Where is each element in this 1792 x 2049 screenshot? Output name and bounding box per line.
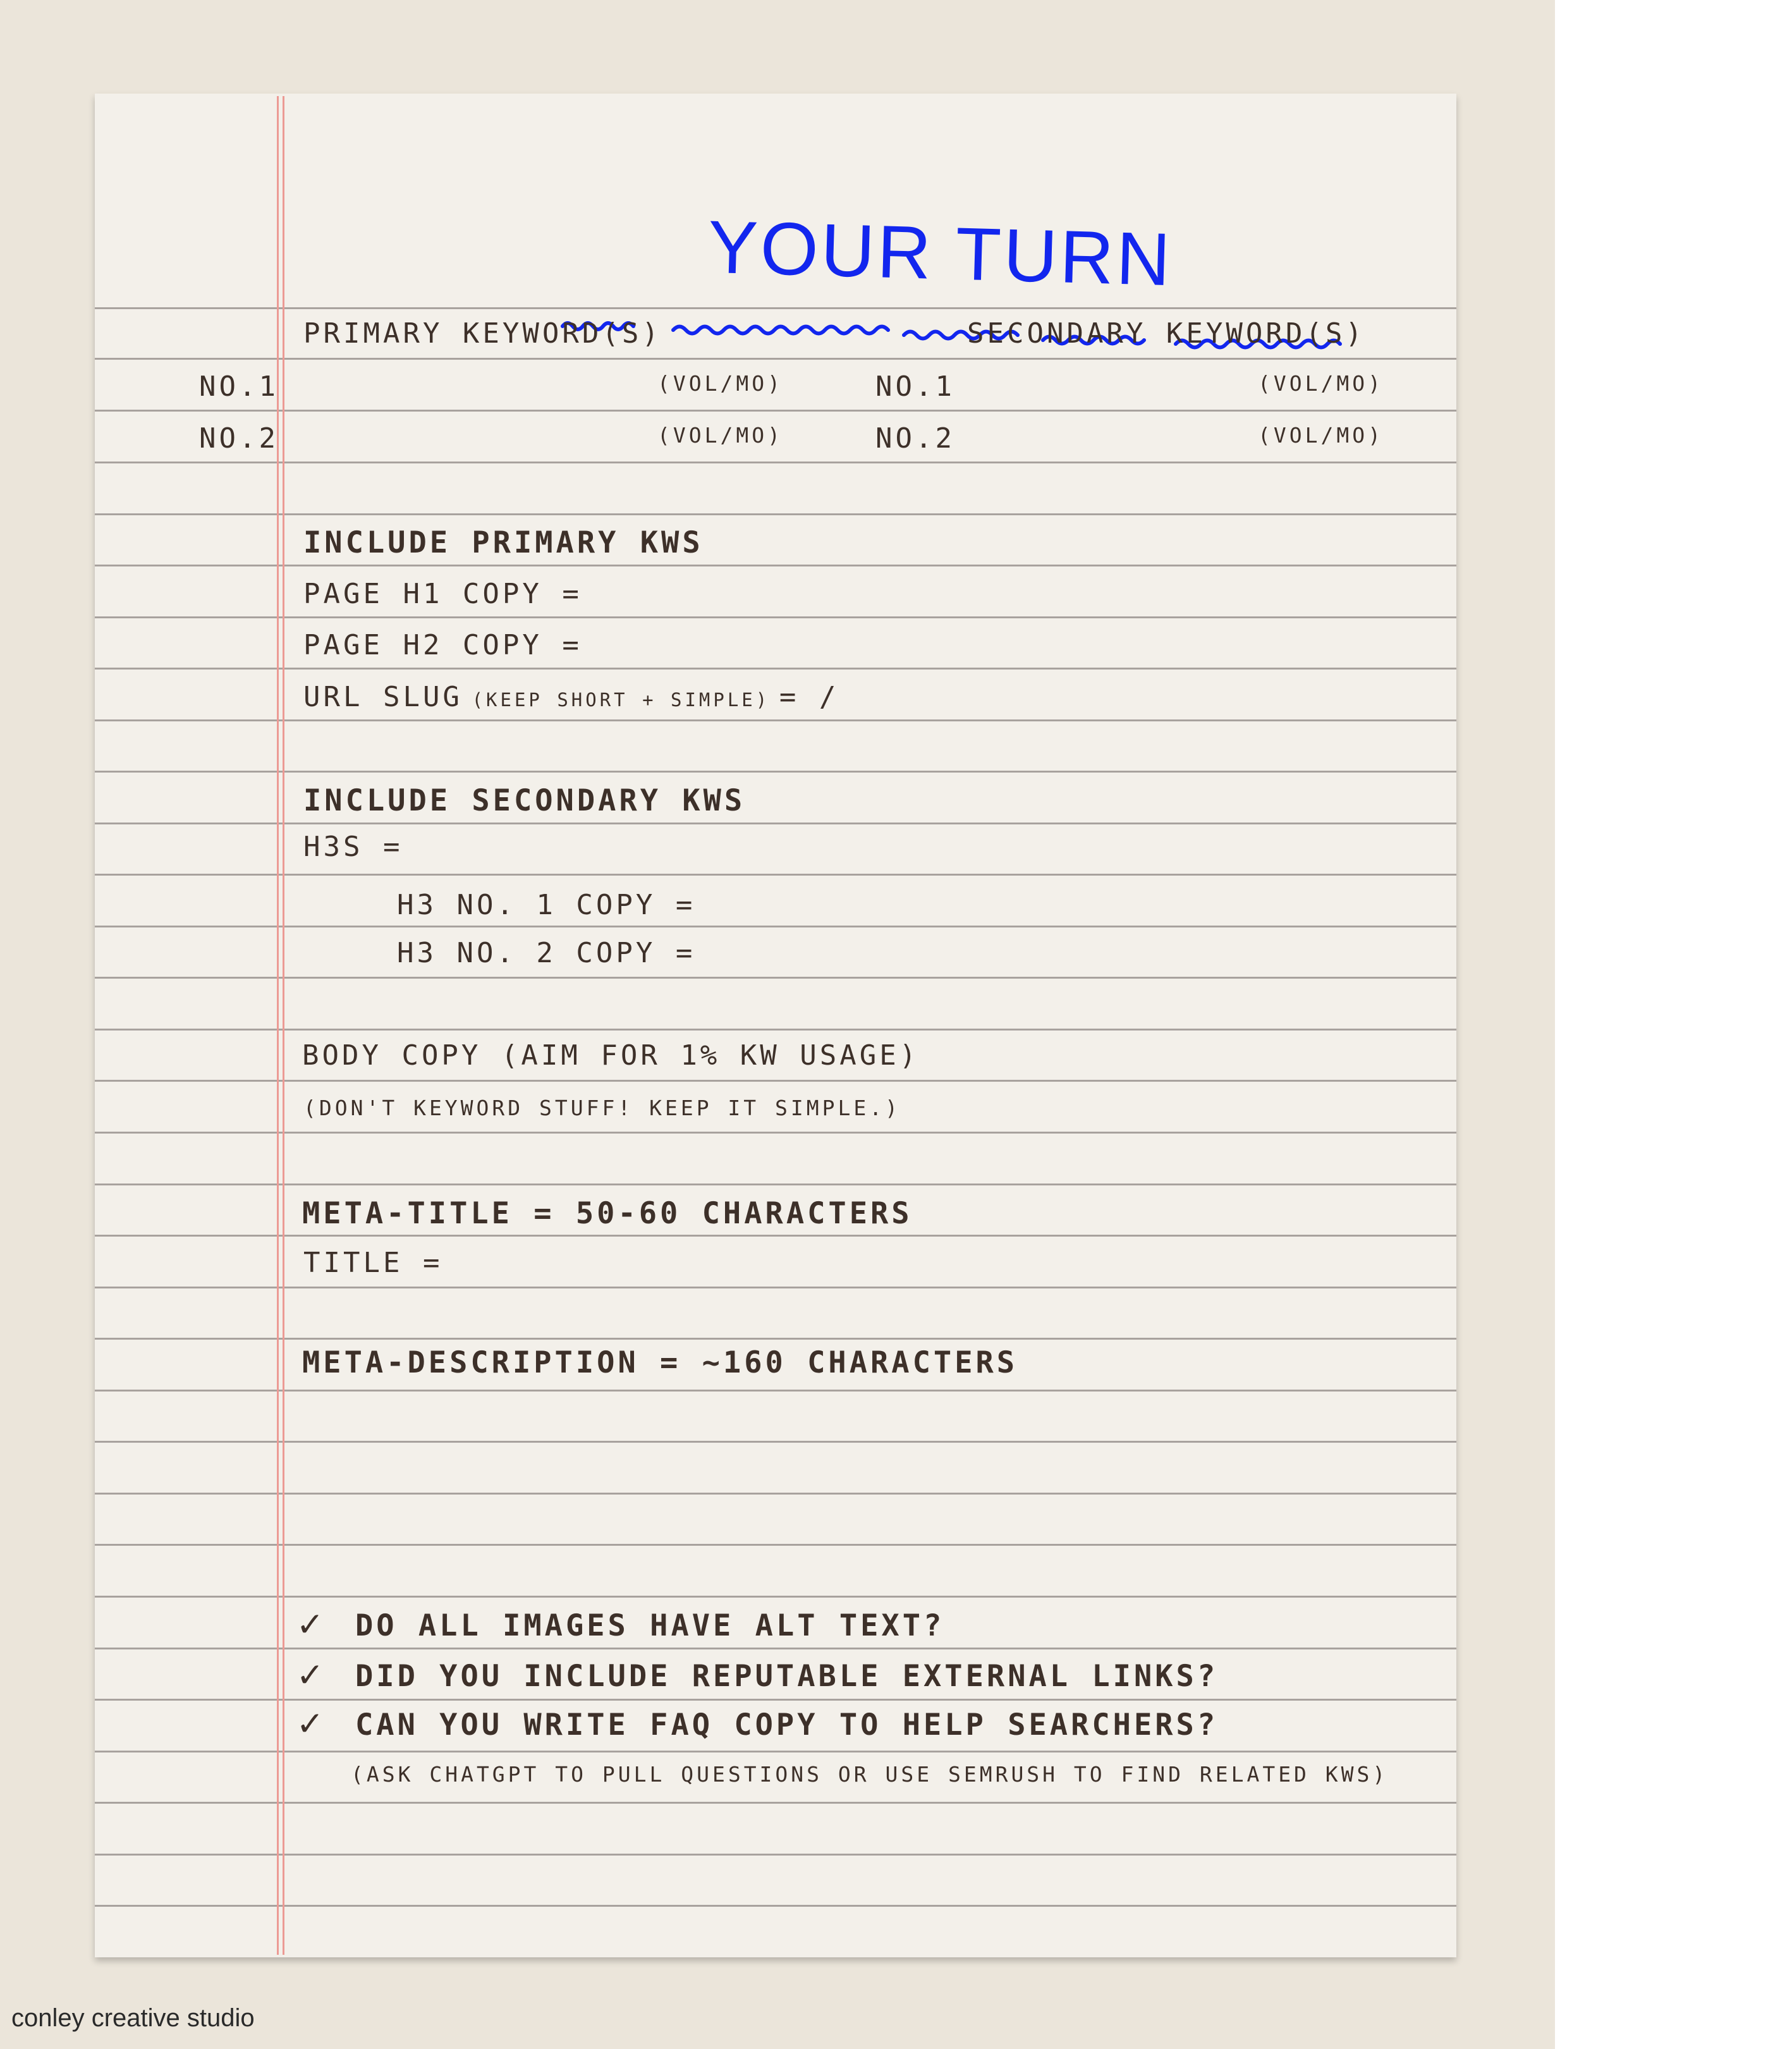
ruled-line (95, 977, 1456, 979)
ruled-line (95, 410, 1456, 412)
url-slug-label: URL SLUG (303, 681, 463, 713)
ruled-line (95, 823, 1456, 824)
worksheet-paper (95, 94, 1456, 1957)
meta-title-field: TITLE = (303, 1247, 443, 1279)
secondary-keyword-no1-volume: (VOL/MO) (1258, 371, 1384, 396)
url-slug-note: (KEEP SHORT + SIMPLE) (472, 689, 771, 711)
ruled-line (95, 771, 1456, 773)
ruled-line (95, 719, 1456, 721)
check-icon: ✓ (298, 1601, 322, 1646)
primary-keyword-no2-label: NO.2 (199, 422, 279, 455)
ruled-line (95, 1132, 1456, 1134)
ruled-line (95, 1493, 1456, 1495)
h3-no1-copy-label: H3 NO. 1 COPY = (397, 889, 696, 921)
ruled-line (95, 1235, 1456, 1237)
checklist-item-alt-text: DO ALL IMAGES HAVE ALT TEXT? (355, 1608, 945, 1643)
body-copy-label: BODY COPY (AIM FOR 1% KW USAGE) (302, 1039, 920, 1072)
ruled-line (95, 1287, 1456, 1288)
include-primary-heading: INCLUDE PRIMARY KWS (303, 525, 704, 560)
primary-keyword-no1-volume: (VOL/MO) (657, 371, 783, 396)
checklist-item-external-links: DID YOU INCLUDE REPUTABLE EXTERNAL LINKS? (355, 1659, 1219, 1694)
secondary-keyword-no2-label: NO.2 (875, 422, 955, 455)
secondary-keywords-heading: SECONDARY KEYWORD(S) (967, 317, 1365, 350)
ruled-line (95, 874, 1456, 876)
ruled-line (95, 1441, 1456, 1443)
url-slug-row (303, 683, 839, 711)
ruled-line (95, 1390, 1456, 1391)
primary-keyword-no1-label: NO.1 (199, 370, 279, 403)
ruled-line (95, 1544, 1456, 1546)
include-secondary-heading: INCLUDE SECONDARY KWS (303, 783, 746, 818)
check-icon: ✓ (298, 1701, 322, 1745)
ruled-line (95, 616, 1456, 618)
page-title: YOUR TURN (707, 205, 1174, 302)
ruled-line (95, 462, 1456, 463)
ruled-line (95, 668, 1456, 670)
h3s-label: H3S = (303, 831, 403, 863)
brand-footer: conley creative studio (11, 2004, 255, 2032)
meta-description-heading: META-DESCRIPTION = ~160 CHARACTERS (302, 1345, 1018, 1380)
ruled-line (95, 1802, 1456, 1804)
ruled-line (95, 1338, 1456, 1340)
ruled-line (95, 565, 1456, 566)
ruled-line (95, 513, 1456, 515)
meta-title-heading: META-TITLE = 50-60 CHARACTERS (302, 1196, 913, 1231)
body-copy-note: (DON'T KEYWORD STUFF! KEEP IT SIMPLE.) (303, 1096, 901, 1120)
checklist-item-faq-copy: CAN YOU WRITE FAQ COPY TO HELP SEARCHERS? (355, 1708, 1219, 1742)
ruled-line (95, 1648, 1456, 1649)
ruled-line (95, 926, 1456, 927)
page-h2-copy-label: PAGE H2 COPY = (303, 629, 582, 661)
check-icon: ✓ (298, 1652, 322, 1696)
primary-keywords-heading: PRIMARY KEYWORD(S) (303, 317, 662, 350)
ruled-line (95, 1184, 1456, 1185)
ruled-line (95, 1751, 1456, 1752)
margin-line (283, 96, 284, 1955)
ruled-line (95, 1080, 1456, 1082)
secondary-keyword-no1-label: NO.1 (875, 370, 955, 403)
checklist-note: (ASK CHATGPT TO PULL QUESTIONS OR USE SEMRUSH TO FIND RELATED KWS) (351, 1762, 1389, 1787)
ruled-line (95, 1596, 1456, 1598)
ruled-line (95, 1029, 1456, 1031)
secondary-keyword-no2-volume: (VOL/MO) (1258, 423, 1384, 448)
page-h1-copy-label: PAGE H1 COPY = (303, 578, 582, 610)
h3-no2-copy-label: H3 NO. 2 COPY = (397, 937, 696, 969)
url-slug-end: = / (779, 681, 839, 713)
ruled-line (95, 1854, 1456, 1856)
ruled-line (95, 1905, 1456, 1907)
primary-keyword-no2-volume: (VOL/MO) (657, 423, 783, 448)
